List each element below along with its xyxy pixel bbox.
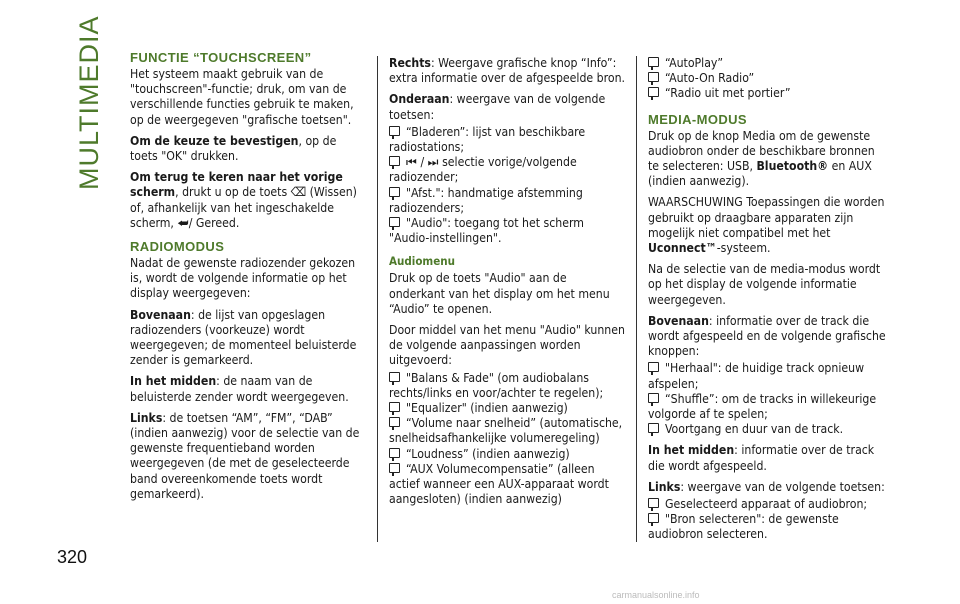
paragraph: Om terug te keren naar het vorige scherm, drukt u op de toets ⌫ (Wissen) of, afhankelijk van het ingeschakelde scherm, ⮨/ Gereed. (130, 170, 357, 230)
list-item: "Afst.": handmatige afstemming radiozenders; (389, 185, 583, 215)
list-item: “Auto-On Radio” (648, 71, 888, 86)
list-item: "Bron selecteren": de gewenste audiobron selecteren. (648, 512, 839, 542)
paragraph: In het midden: informatie over de track die wordt afgespeeld. (648, 443, 875, 473)
paragraph: Bovenaan: de lijst van opgeslagen radiozenders (voorkeuze) wordt weergegeven; de momenteel beluisterde zender is gemarkeerd. (130, 307, 357, 368)
bullet-icon (648, 393, 659, 403)
paragraph: Nadat de gewenste radiozender gekozen is, wordt de volgende informatie op het display weergegeven: (130, 256, 356, 301)
paragraph: Druk op de knop Media om de gewenste audiobron onder de beschikbare bronnen te selecteren: USB, Bluetooth® en AUX (indien aanwezig). (648, 128, 875, 189)
prev-next-icon: ⏮ / ⏭ (406, 155, 439, 170)
list-item: “Bladeren”: lijst van beschikbare radiostations; (389, 124, 586, 155)
bullet-icon (648, 498, 659, 508)
list-item: “AutoPlay” (648, 56, 888, 71)
list-item: Voortgang en duur van de track. (648, 422, 888, 437)
list-item: “AUX Volumecompensatie” (alleen actief wanneer een AUX-apparaat wordt aangesloten) (indien aanwezig) (389, 461, 609, 507)
bullet-icon (389, 463, 400, 473)
bullet-icon (648, 72, 659, 82)
list-item: Geselecteerd apparaat of audiobron; (648, 497, 888, 512)
list-item: "Balans & Fade" (om audiobalans rechts/links en voor/achter te regelen); (389, 370, 604, 400)
paragraph: Druk op de toets "Audio" aan de onderkant van het display om het menu “Audio” te openen. (389, 271, 610, 316)
list-item: “Radio uit met portier” (648, 86, 888, 101)
paragraph: WAARSCHUWING Toepassingen die worden gebruikt op draagbare apparaten zijn mogelijk niet compatibel met het Uconnect™-systeem. (648, 195, 885, 256)
paragraph: Na de selectie van de media-modus wordt op het display de volgende informatie weergegeven. (648, 262, 881, 307)
bullet-icon (389, 156, 400, 166)
bullet-icon (389, 402, 400, 412)
list-item: “Volume naar snelheid” (automatische, snelheidsafhankelijke volumeregeling) (389, 416, 623, 446)
bullet-icon (648, 513, 659, 523)
paragraph: Links: de toetsen “AM”, “FM”, “DAB” (indien aanwezig) voor de selectie van de gewenste frequentieband worden weergegeven (de met de geselecteerde band overeenkomende toets wordt gemarkeerd). (130, 410, 360, 501)
bullet-icon (648, 57, 659, 67)
bullet-icon (648, 423, 659, 433)
heading-audiomenu: Audiomenu (389, 254, 455, 269)
bullet-icon (389, 448, 400, 458)
paragraph: Om de keuze te bevestigen, op de toets "OK" drukken. (130, 133, 337, 164)
paragraph: Links: weergave van de volgende toetsen: (648, 479, 885, 494)
erase-icon: ⌫ (290, 185, 307, 200)
bullet-icon (389, 372, 400, 382)
list-item: "Equalizer" (indien aanwezig) (389, 401, 625, 416)
bullet-icon (389, 126, 400, 136)
paragraph: Het systeem maakt gebruik van de "touchscreen"-functie; druk, om van de verschillende functies gebruik te maken, op de weergegeven "grafische toetsen". (130, 67, 354, 127)
paragraph: In het midden: de naam van de beluisterde zender wordt weergegeven. (130, 374, 349, 404)
bullet-icon (389, 217, 400, 227)
column-divider (636, 56, 637, 542)
column-1 (130, 50, 360, 508)
heading-radiomodus: RADIOMODUS (130, 239, 225, 255)
heading-media-modus: MEDIA-MODUS (648, 111, 748, 127)
page-number: 320 (57, 547, 88, 567)
paragraph: Door middel van het menu "Audio" kunnen de volgende aanpassingen worden uitgevoerd: (389, 323, 625, 368)
paragraph: Onderaan: weergave van de volgende toetsen: (389, 92, 606, 122)
paragraph: Bovenaan: informatie over de track die wordt afgespeeld en de volgende grafische knoppen: (648, 313, 886, 359)
back-arrow-icon: ⮨ (177, 215, 189, 230)
heading-touchscreen: FUNCTIE “TOUCHSCREEN” (130, 50, 312, 65)
watermark: carmanualsonline.info (612, 590, 700, 600)
bullet-icon (389, 417, 400, 427)
list-item: "Audio": toegang tot het scherm "Audio-instellingen". (389, 216, 584, 246)
column-3 (648, 56, 888, 543)
list-item: "Herhaal": de huidige track opnieuw afspelen; (648, 361, 865, 391)
list-item: “Loudness” (indien aanwezig) (389, 447, 625, 462)
list-item: “Shuffle”: om de tracks in willekeurige volgorde af te spelen; (648, 391, 877, 422)
bullet-icon (648, 362, 659, 372)
paragraph: Rechts: Weergave grafische knop “Info”: extra informatie over de afgespeelde bron. (389, 56, 626, 86)
section-side-title: MULTIMEDIA (74, 15, 104, 190)
column-2 (389, 56, 625, 507)
bullet-icon (648, 87, 659, 97)
column-divider (377, 56, 378, 542)
bullet-icon (389, 187, 400, 197)
list-item: ⏮ / ⏭ selectie vorige/volgende radiozender; (389, 155, 577, 185)
